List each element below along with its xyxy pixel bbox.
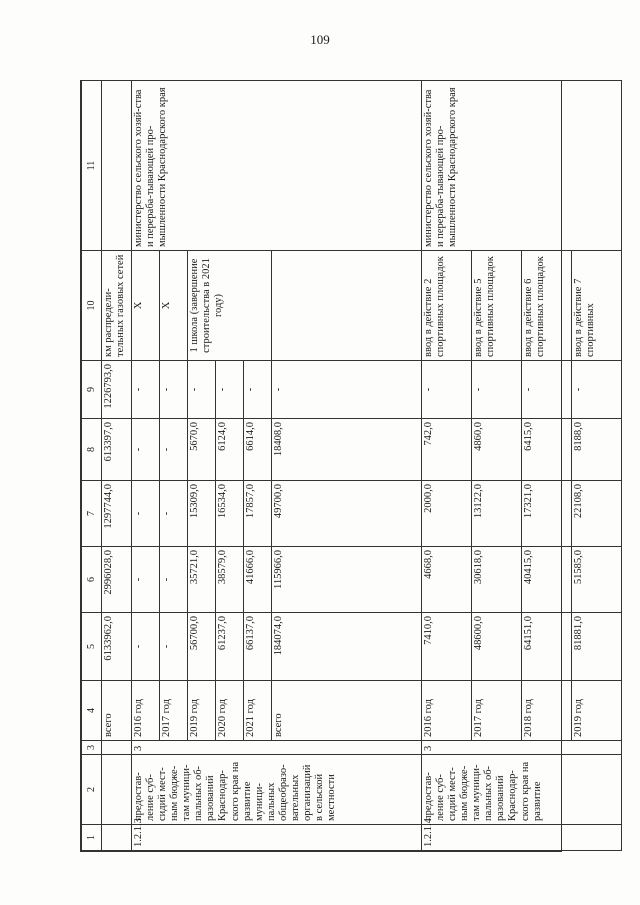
value-cell: - [188, 361, 216, 419]
value-cell: 38579,0 [216, 547, 244, 613]
value-cell: 17857,0 [244, 481, 272, 547]
value-cell: - [132, 481, 160, 547]
col-num-9: 9 [82, 361, 102, 419]
result-cell: ввод в действие 2 спортивных площадок [422, 251, 472, 361]
year-cell: всего [272, 681, 422, 741]
indicator-header: км распредели-тельных газовых сетей [102, 251, 132, 361]
col-num-1: 1 [82, 825, 102, 851]
value-cell: 6124,0 [216, 419, 244, 481]
value-cell: - [132, 361, 160, 419]
value-cell: 2000,0 [422, 481, 472, 547]
year-cell: 2017 год [160, 681, 188, 741]
year-cell: 2016 год [422, 681, 472, 741]
col-num-10: 10 [82, 251, 102, 361]
value-cell: - [244, 361, 272, 419]
value-cell: 16534,0 [216, 481, 244, 547]
value-cell: 48600,0 [472, 613, 522, 681]
value-cell: - [572, 361, 622, 419]
result-cell: ввод в действие 7 спортивных [572, 251, 622, 361]
result-cell: 1 школа (завершение строительства в 2021 году) [188, 251, 272, 361]
column-number-row [82, 81, 102, 851]
code-cell: 1.2.1.4 [422, 825, 622, 851]
code-cell: 1.2.1.3 [132, 825, 422, 851]
value-cell: - [422, 361, 472, 419]
table-row [102, 81, 132, 851]
value-cell: 6133962,0 [102, 613, 132, 681]
col-num-6: 6 [82, 547, 102, 613]
value-cell: 66137,0 [244, 613, 272, 681]
value-cell: - [132, 547, 160, 613]
year-cell: 2021 год [244, 681, 272, 741]
col-num-8: 8 [82, 419, 102, 481]
value-cell: 15309,0 [188, 481, 216, 547]
value-cell: 17321,0 [522, 481, 572, 547]
value-cell: 61237,0 [216, 613, 244, 681]
value-cell: 51585,0 [572, 547, 622, 613]
year-cell: 2020 год [216, 681, 244, 741]
value-cell: - [160, 481, 188, 547]
responsible-cell: министерство сельского хозяй-ства и перераба-тывающей про-мышленности Краснодарского края [132, 81, 422, 251]
value-cell: 35721,0 [188, 547, 216, 613]
value-cell: 613397,0 [102, 419, 132, 481]
program-table [81, 80, 622, 851]
year-cell: 2016 год [132, 681, 160, 741]
value-cell: 64151,0 [522, 613, 572, 681]
value-cell: - [216, 361, 244, 419]
value-cell: 1297744,0 [102, 481, 132, 547]
value-cell: 30618,0 [472, 547, 522, 613]
value-cell: 4860,0 [472, 419, 522, 481]
value-cell: X [160, 251, 188, 361]
result-cell [272, 251, 422, 361]
year-cell: 2017 год [472, 681, 522, 741]
col3-cell: 3 [132, 741, 422, 755]
value-cell: - [160, 361, 188, 419]
year-cell: 2019 год [188, 681, 216, 741]
value-cell: 18408,0 [272, 419, 422, 481]
value-cell: 4668,0 [422, 547, 472, 613]
col3-cell: 3 [422, 741, 622, 755]
table-row [422, 81, 472, 851]
col-num-4: 4 [82, 681, 102, 741]
value-cell: 56700,0 [188, 613, 216, 681]
value-cell: 2996028,0 [102, 547, 132, 613]
col-num-7: 7 [82, 481, 102, 547]
description-cell: предостав-ление суб-сидий мест-ным бюдже-там муници-пальных об-разований Краснодар-ского края на развитие [422, 755, 622, 825]
value-cell: 184074,0 [272, 613, 422, 681]
responsible-cell: министерство сельского хозяй-ства и перераба-тывающей про-мышленности Краснодарского края [422, 81, 622, 251]
value-cell: 6415,0 [522, 419, 572, 481]
table-row [132, 81, 160, 851]
value-cell: 81881,0 [572, 613, 622, 681]
col-num-2: 2 [82, 755, 102, 825]
value-cell: - [522, 361, 572, 419]
value-cell: - [132, 613, 160, 681]
year-cell: 2019 год [572, 681, 622, 741]
rotated-table-frame [80, 80, 597, 852]
rotated-table [81, 81, 597, 851]
year-cell: всего [102, 681, 132, 741]
value-cell: 7410,0 [422, 613, 472, 681]
col-num-5: 5 [82, 613, 102, 681]
value-cell: - [472, 361, 522, 419]
value-cell: - [272, 361, 422, 419]
result-cell: ввод в действие 5 спортивных площадок [472, 251, 522, 361]
page-number: 109 [310, 32, 330, 47]
value-cell: X [132, 251, 160, 361]
value-cell: 115966,0 [272, 547, 422, 613]
value-cell: 49700,0 [272, 481, 422, 547]
value-cell: 6614,0 [244, 419, 272, 481]
col-num-3: 3 [82, 741, 102, 755]
value-cell: 742,0 [422, 419, 472, 481]
year-cell: 2018 год [522, 681, 572, 741]
value-cell: 8188,0 [572, 419, 622, 481]
value-cell: - [160, 613, 188, 681]
value-cell: 13122,0 [472, 481, 522, 547]
value-cell: 5670,0 [188, 419, 216, 481]
value-cell: 1226793,0 [102, 361, 132, 419]
value-cell: - [160, 419, 188, 481]
value-cell: - [160, 547, 188, 613]
col-num-11: 11 [82, 81, 102, 251]
value-cell: - [132, 419, 160, 481]
description-cell: предостав-ление суб-сидий мест-ным бюдже-там муници-пальных об-разований Краснодар-ского края на развитие муници-пальных общеобразо-вательных организаций в сельской местности [132, 755, 422, 825]
result-cell: ввод в действие 6 спортивных площадок [522, 251, 572, 361]
value-cell: 22108,0 [572, 481, 622, 547]
value-cell: 41666,0 [244, 547, 272, 613]
value-cell: 40415,0 [522, 547, 572, 613]
